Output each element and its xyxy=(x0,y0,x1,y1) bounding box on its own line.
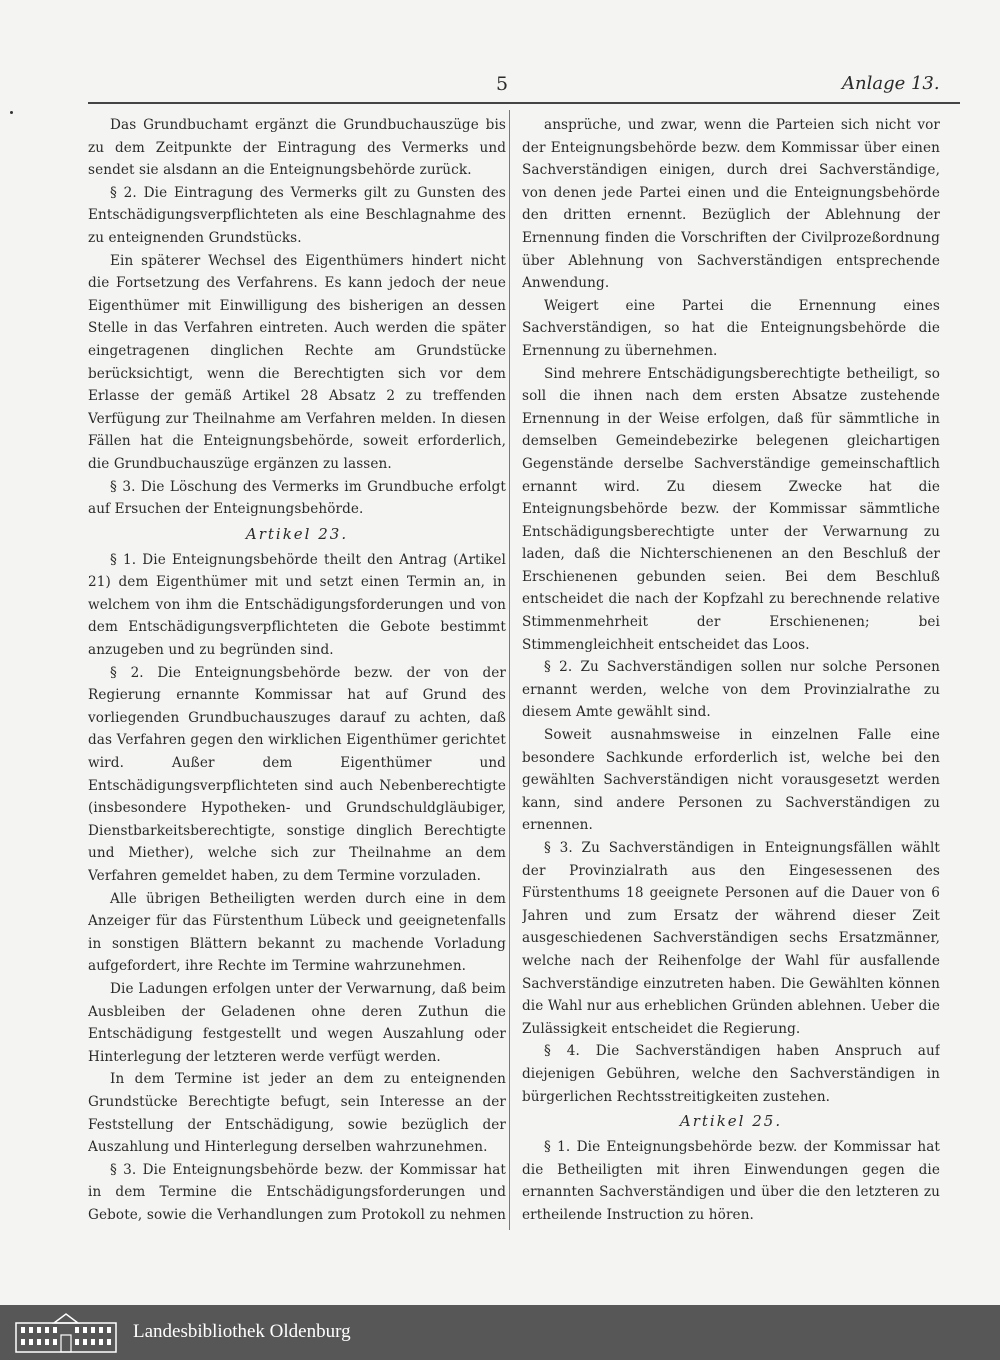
paragraph: In dem Termine ist jeder an dem zu enteignenden Grundstücke Berechtigte befugt, sein Interesse an der Feststellung der Entschädigung, sowie bezüglich der Auszahlung und Hinterlegung derselben wahrzunehmen. xyxy=(88,1071,506,1156)
article-heading: Artikel 23. xyxy=(245,524,349,543)
paragraph: § 3. Die Löschung des Vermerks im Grundbuche erfolgt auf Ersuchen der Enteignungsbehörde. xyxy=(88,478,506,518)
paragraph: § 1. Die Enteignungsbehörde theilt den Antrag (Artikel 21) dem Eigenthümer mit und setzt einen Termin an, in welchem von ihm die Entschädigungsforderungen und von dem Entschädigungsverpflichteten die Gebote bestimmt anzugeben und zu begründen sind. xyxy=(88,551,506,659)
right-column xyxy=(522,114,940,1229)
annex-label: Anlage 13. xyxy=(842,73,940,94)
header-rule xyxy=(88,102,960,104)
paragraph xyxy=(522,1227,940,1230)
library-building-icon xyxy=(14,1313,118,1353)
paragraph: Alle übrigen Betheiligten werden durch eine in dem Anzeiger für das Fürstenthum Lübeck und geeignetenfalls in sonstigen Blättern bekannt zu machende Vorladung aufgefordert, ihre Rechte im Termine wahrzunehmen. xyxy=(88,890,506,975)
paragraph: § 2. Zu Sachverständigen sollen nur solche Personen ernannt werden, welche von dem Provinzialrathe zu diesem Amte gewählt sind. xyxy=(522,659,940,721)
paragraph: Die Ladungen erfolgen unter der Verwarnung, daß beim Ausbleiben der Geladenen ohne deren Zuthun die Entschädigung festgestellt und wegen Auszahlung oder Hinterlegung der letzteren werde verfügt werden. xyxy=(88,980,506,1065)
paragraph: § 4. Die Sachverständigen haben Anspruch auf diejenigen Gebühren, welche den Sachverständigen in bürgerlichen Rechtsstreitigkeiten zustehen. xyxy=(522,1043,940,1105)
page-number: 5 xyxy=(496,73,509,95)
column-divider xyxy=(509,110,510,1230)
article-heading: Artikel 25. xyxy=(679,1112,783,1131)
footer-bar xyxy=(0,1305,1000,1360)
paragraph: Soweit ausnahmsweise in einzelnen Falle eine besondere Sachkunde erforderlich ist, welche bei den gewählten Sachverständigen nicht vorausgesetzt werden kann, sind andere Personen zu Sachverständigen zu ernennen. xyxy=(522,727,940,834)
paragraph: § 1. Die Enteignungsbehörde bezw. der Kommissar hat die Betheiligten mit ihren Einwendungen gegen die ernannten Sachverständigen und über die den letzteren zu ertheilende Instruction zu hören. xyxy=(522,1139,940,1223)
paragraph: Ein späterer Wechsel des Eigenthümers hindert nicht die Fortsetzung des Verfahrens. Es kann jedoch der neue Eigenthümer mit Einwilligung des bisherigen an dessen Stelle in das Verfahren eintreten. Auch werden die später eingetragenen dinglichen Rechte am Grundstücke berücksichtigt, wenn die Berechtigten sich vor dem Erlasse der gemäß Artikel 28 Absatz 2 zu treffenden Verfügung zur Theilnahme am Verfahren melden. In diesen Fällen hat die Enteignungsbehörde, soweit erforderlich, die Grundbuchauszüge ergänzen zu lassen. xyxy=(88,252,506,472)
paragraph: Sind mehrere Entschädigungsberechtigte betheiligt, so soll die ihnen nach dem ersten Absatze zustehende Ernennung in der Weise erfolgen, daß für sämmtliche in demselben Gemeindebezirke belegenen gleichartigen Gegenstände derselbe Sachverständige gemeinschaftlich ernannt wird. Zu diesem Zwecke hat die Enteignungsbehörde bezw. der Kommissar sämmtliche Entschädigungsberechtigte unter der Verwarnung zu laden, daß die Nichterschienenen an den Beschluß der Erschienenen gebunden seien. Bei dem Beschluß entscheidet die nach der Kopfzahl zu berechnende relative Stimmenmehrheit der Erschienenen; bei Stimmengleichheit entscheidet das Loos. xyxy=(522,365,940,653)
paragraph: Das Grundbuchamt ergänzt die Grundbuchauszüge bis zu dem Zeitpunkte der Eintragung des Vermerks und sendet sie alsdann an die Enteignungsbehörde zurück. xyxy=(88,117,506,179)
left-column xyxy=(88,114,506,1229)
paragraph: § 3. Die Enteignungsbehörde bezw. der Kommissar hat in dem Termine die Entschädigungsforderungen und Gebote, sowie die Verhandlungen zum Protokoll zu nehmen xyxy=(88,1161,506,1223)
paragraph: § 3. Zu Sachverständigen in Enteignungsfällen wählt der Provinzialrath aus den Eingesessenen des Fürstenthums 18 geeignete Personen auf die Dauer von 6 Jahren und zum Ersatz der während dieser Zeit ausgeschiedenen Sachverständigen sechs Ersatzmänner, welche nach der Reihenfolge der Wahl für ausfallende Sachverständige einzutreten haben. Die Gewählten können die Wahl nur aus erheblichen Gründen ablehnen. Ueber die Zulässigkeit entscheidet die Regierung. xyxy=(522,840,940,1037)
library-name: Landesbibliothek Oldenburg xyxy=(133,1321,351,1342)
paragraph: Weigert eine Partei die Ernennung eines Sachverständigen, so hat die Enteignungsbehörde die Ernennung zu übernehmen. xyxy=(522,297,940,359)
paragraph: ansprüche, und zwar, wenn die Parteien sich nicht vor der Enteignungsbehörde bezw. dem Kommissar über einen Sachverständigen einigen, durch drei Sachverständige, von denen jede Partei einen und die Enteignungsbehörde den dritten ernennt. Bezüglich der Ablehnung der Ernennung finden die Vorschriften der Civilprozeßordnung über Ablehnung von Sachverständigen entsprechende Anwendung. xyxy=(522,117,940,292)
paragraph: § 2. Die Eintragung des Vermerks gilt zu Gunsten des Entschädigungsverpflichteten als eine Beschlagnahme des zu enteignenden Grundstücks. xyxy=(88,184,506,246)
paragraph: § 2. Die Enteignungsbehörde bezw. der von der Regierung ernannte Kommissar hat auf Grund des vorliegenden Grundbuchauszuges darauf zu achten, daß das Verfahren gegen den wirklichen Eigenthümer gerichtet wird. Außer dem Eigenthümer und Entschädigungsverpflichteten sind auch Nebenberechtigte (insbesondere Hypotheken- und Grundschuldgläubiger, Dienstbarkeitsberechtigte, sonstige dinglich Berechtigte und Miether), welche sich zur Theilnahme an dem Verfahren gemeldet haben, zu dem Termine vorzuladen. xyxy=(88,664,506,884)
margin-speck xyxy=(10,111,13,114)
